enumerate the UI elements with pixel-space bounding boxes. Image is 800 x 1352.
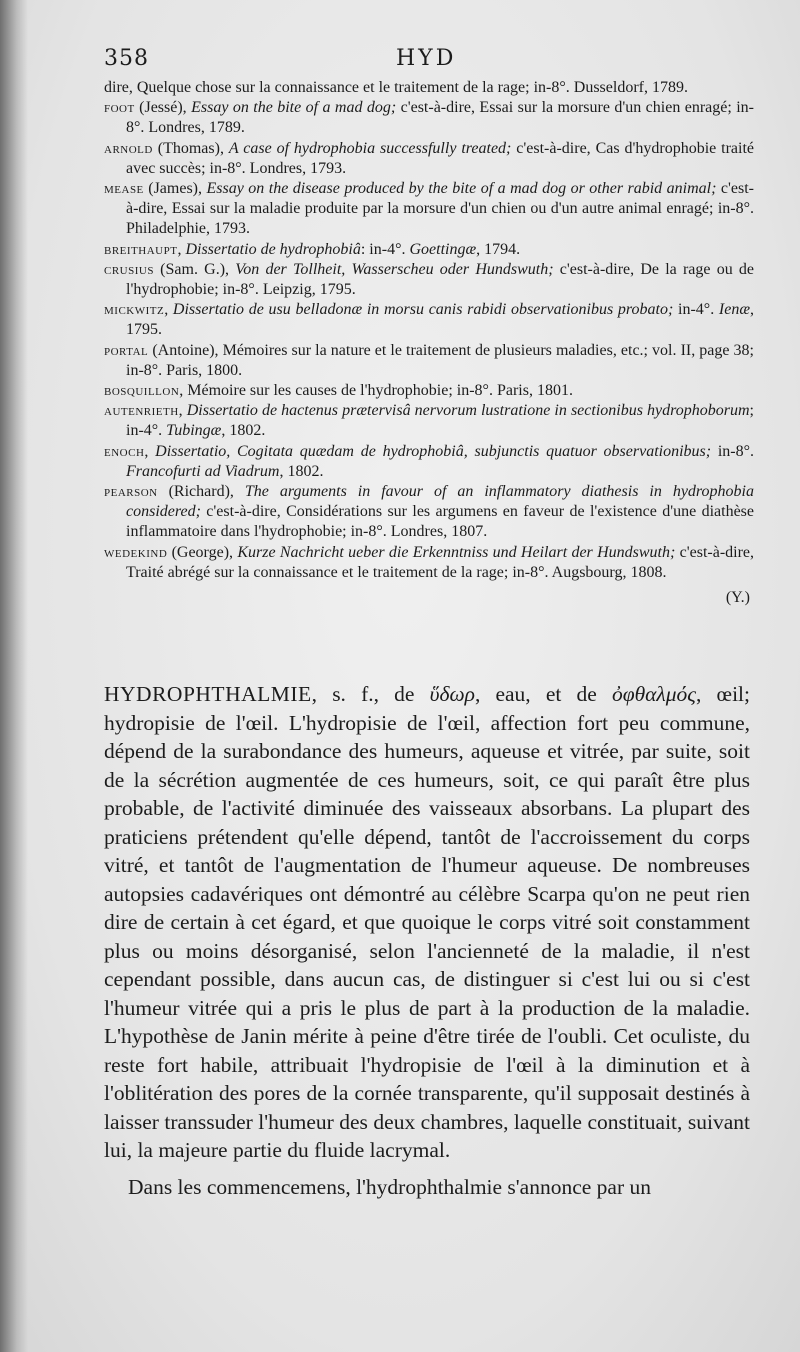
entry-author: arnold xyxy=(104,139,153,157)
entry-title: Dissertatio de hactenus prætervisâ nervorum lustratione in sectionibus hydrophoborum xyxy=(186,402,750,420)
entry-author: mease xyxy=(104,180,144,198)
entry-author: mickwitz xyxy=(104,301,165,319)
headword: HYDROPHTHALMIE xyxy=(104,682,312,706)
entry-author: portal xyxy=(104,341,149,359)
page-gutter-shadow xyxy=(0,0,28,1352)
dictionary-article xyxy=(104,680,750,1201)
entry-author: bosquillon xyxy=(104,382,180,400)
entry-title: Kurze Nachricht ueber die Erkenntniss und Heilart der Hundswuth; xyxy=(237,543,676,561)
entry-title: Essay on the disease produced by the bite of a mad dog or other rabid animal; xyxy=(206,180,717,198)
author-signature: (Y.) xyxy=(725,589,750,607)
greek-etymon: ὀφθαλμός xyxy=(611,682,697,706)
entry-author: foot xyxy=(104,99,135,117)
entry-author: wedekind xyxy=(104,543,168,561)
bibliography-entry: portal (Antoine), Mémoires sur la nature et le traitement de plusieurs maladies, etc.; vol. II, page 38; in-8°. Paris, 1800. xyxy=(104,341,755,379)
greek-etymon: ὕδωρ xyxy=(429,682,475,706)
bibliography-entry: autenrieth, Dissertatio de hactenus prætervisâ nervorum lustratione in sectionibus hydrophoborum; in-4°. Tubingæ, 1802. xyxy=(104,402,754,440)
bibliography-entry: enoch, Dissertatio, Cogitata quædam de hydrophobiâ, subjunctis quatuor observationibus; in-8°. Francofurti ad Viadrum, 1802. xyxy=(104,442,755,480)
entry-author: enoch xyxy=(104,442,145,460)
bibliography-entry: wedekind (George), Kurze Nachricht ueber die Erkenntniss und Heilart der Hundswuth; c'est-à-dire, Traité abrégé sur la connaissance et le traitement de la rage; in-8°. Augsbourg, 1808. xyxy=(104,543,755,581)
bibliography-entry: crusius (Sam. G.), Von der Tollheit, Wasserscheu oder Hundswuth; c'est-à-dire, De la rage ou de l'hydrophobie; in-8°. Leipzig, 1795. xyxy=(104,260,755,299)
bibliography-entry: mickwitz, Dissertatio de usu belladonæ in morsu canis rabidi observationibus probato; in-4°. Ienæ, 1795. xyxy=(104,301,755,339)
entry-title: Dissertatio de hydrophobiâ xyxy=(185,240,361,258)
entry-author: pearson xyxy=(104,483,158,501)
entry-title: Essay on the bite of a mad dog; xyxy=(191,99,397,117)
entry-title: A case of hydrophobia successfully treated; xyxy=(228,139,512,157)
bibliography-entry: breithaupt, Dissertatio de hydrophobiâ: in-4°. Goettingæ, 1794. xyxy=(104,240,521,258)
bibliography-entry: pearson (Richard), The arguments in favour of an inflammatory diathesis in hydrophobia considered; c'est-à-dire, Considérations sur les argumens en faveur de l'existence d'une diathèse inflammatoire dans l'hydrophobie; in-8°. Londres, 1807. xyxy=(104,483,755,541)
entry-author: crusius xyxy=(104,260,154,278)
entry-title: Von der Tollheit, Wasserscheu oder Hundswuth; xyxy=(235,260,554,278)
bibliography-entry: mease (James), Essay on the disease produced by the bite of a mad dog or other rabid animal; c'est-à-dire, Essai sur la maladie produite par la morsure d'un chien ou d'un autre animal enragé; in-8°. Philadelphie, 1793. xyxy=(104,180,754,238)
bibliography-entry: arnold (Thomas), A case of hydrophobia successfully treated; c'est-à-dire, Cas d'hydrophobie traité avec succès; in-8°. Londres, 1793. xyxy=(104,139,755,177)
entry-author: autenrieth xyxy=(104,402,179,420)
running-head: HYD xyxy=(396,46,457,71)
entry-title: The arguments in favour of an inflammatory diathesis in hydrophobia considered; xyxy=(126,483,755,521)
bibliography-entry: dire, Quelque chose sur la connaissance et le traitement de la rage; in-8°. Dusseldorf, 1789. xyxy=(104,79,688,96)
article-body-text: , œil; hydropisie de l'œil. L'hydropisie de l'œil, affection fort peu commune, dépend de la surabondance des humeurs, aqueuse et vitrée, par suite, soit de la sécrétion augmentée de ces humeurs, soit, ce qui paraît être plus probable, de l'activité diminuée des vaisseaux absorbans. La plupart des praticiens prétendent qu'elle dépend, tantôt de l'accroissement du corps vitré, et tantôt de l'augmentation de l'humeur aqueuse. De nombreuses autopsies cadavériques ont démontré au célèbre Scarpa qu'on ne peut rien dire de certain à cet égard, et que quoique le corps vitré soit constamment plus ou moins désorganisé, selon l'ancienneté de la maladie, il n'est cependant possible, dans aucun cas, de distinguer si c'est lui ou si c'est l'humeur vitrée qui a pris le plus de part à la production de la maladie. L'hypothèse de Janin mérite à peine d'être tirée de l'oubli. Cet oculiste, du reste fort habile, attribuait l'hydropisie de l'œil à la diminution et à l'oblitération des pores de la cornée transparente, qu'il supposait destinés à laisser transsuder l'humeur des deux chambres, laquelle constituait, suivant lui, la majeure partie du fluide lacrymal. xyxy=(104,682,750,1162)
bibliography-entry: foot (Jessé), Essay on the bite of a mad dog; c'est-à-dire, Essai sur la morsure d'un chien enragé; in-8°. Londres, 1789. xyxy=(104,99,754,137)
entry-title: Dissertatio, Cogitata quædam de hydrophobiâ, subjunctis quatuor observationibus; xyxy=(155,442,712,460)
bibliography-entry: bosquillon, Mémoire sur les causes de l'hydrophobie; in-8°. Paris, 1801. xyxy=(104,382,573,400)
bibliography-list xyxy=(104,78,754,609)
article-paragraph: HYDROPHTHALMIE, s. f., de ὕδωρ, eau, et de ὀφθαλμός, œil; hydropisie de l'œil. L'hydropisie de l'œil, affection fort peu commune, dépend de la surabondance des humeurs, aqueuse et vitrée, par suite, soit de la sécrétion augmentée de ces humeurs, soit, ce qui paraît être plus probable, de l'activité diminuée des vaisseaux absorbans. La plupart des praticiens prétendent qu'elle dépend, tantôt de l'accroissement du corps vitré, et tantôt de l'augmentation de l'humeur aqueuse. De nombreuses autopsies cadavériques ont démontré au célèbre Scarpa qu'on ne peut rien dire de certain à cet égard, et que quoique le corps vitré soit constamment plus ou moins désorganisé, selon l'ancienneté de la maladie, il n'est cependant possible, dans aucun cas, de distinguer si c'est lui ou si c'est l'humeur vitrée qui a pris le plus de part à la production de la maladie. L'hypothèse de Janin mérite à peine d'être tirée de l'oubli. Cet oculiste, du reste fort habile, attribuait l'hydropisie de l'œil à la diminution et à l'oblitération des pores de la cornée transparente, qu'il supposait destinés à laisser transsuder l'humeur des deux chambres, laquelle constituait, suivant lui, la majeure partie du fluide lacrymal. xyxy=(104,682,750,1162)
entry-author: breithaupt xyxy=(104,240,178,258)
page-number: 358 xyxy=(104,46,149,71)
page-header xyxy=(104,46,754,80)
article-paragraph: Dans les commencemens, l'hydrophthalmie s'annonce par un xyxy=(128,1174,652,1199)
entry-title: Dissertatio de usu belladonæ in morsu canis rabidi observationibus probato; xyxy=(172,301,674,319)
